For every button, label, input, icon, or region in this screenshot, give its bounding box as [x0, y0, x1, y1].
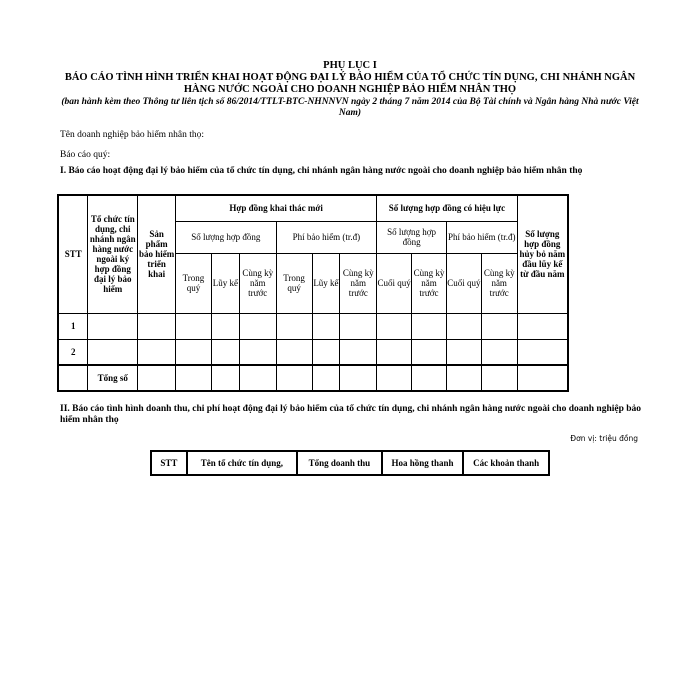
- empty-cell: [276, 313, 312, 339]
- empty-cell: [517, 313, 568, 339]
- empty-cell: [446, 339, 481, 365]
- document-header: [60, 60, 640, 119]
- empty-cell: [412, 313, 447, 339]
- empty-cell: [138, 313, 176, 339]
- empty-cell: [481, 339, 517, 365]
- header-institution-name: Tên tổ chức tín dụng,: [187, 451, 297, 475]
- report-quarter-field: Báo cáo quý:: [60, 150, 111, 160]
- header-payments: Các khoản thanh: [463, 451, 549, 475]
- empty-cell: [377, 313, 412, 339]
- header-new-premium-quarter: Trong quý: [276, 253, 312, 313]
- empty-cell: [239, 365, 276, 391]
- empty-cell: [312, 313, 340, 339]
- agency-activity-table: [57, 194, 569, 392]
- empty-cell: [88, 313, 138, 339]
- row-number: 1: [58, 313, 88, 339]
- issuance-note: (ban hành kèm theo Thông tư liên tịch số 86/2014/TTLT-BTC-NHNNVN ngày 2 tháng 7 năm 2014 của Bộ Tài chính và Ngân hàng Nhà nước Việt Nam): [61, 97, 639, 118]
- table-row: [58, 313, 568, 339]
- empty-cell: [211, 313, 239, 339]
- empty-cell: [481, 313, 517, 339]
- header-commission: Hoa hồng thanh: [382, 451, 464, 475]
- header-stt: STT: [151, 451, 187, 475]
- revenue-cost-table: [150, 450, 550, 476]
- empty-cell: [312, 339, 340, 365]
- empty-cell: [176, 365, 212, 391]
- empty-cell: [138, 365, 176, 391]
- header-stt: STT: [58, 195, 88, 313]
- header-new-premium: Phí bảo hiểm (tr.đ): [276, 221, 377, 253]
- empty-cell: [340, 313, 377, 339]
- header-effective-premium: Phí bảo hiểm (tr.đ): [446, 221, 517, 253]
- empty-cell: [412, 339, 447, 365]
- header-effective-count-end-quarter: Cuối quý: [377, 253, 412, 313]
- header-effective-count-same-period: Cùng kỳ năm trước: [412, 253, 447, 313]
- empty-cell: [138, 339, 176, 365]
- empty-cell: [517, 339, 568, 365]
- header-new-contracts: Hợp đồng khai thác mới: [176, 195, 377, 221]
- header-effective-premium-end-quarter: Cuối quý: [446, 253, 481, 313]
- header-effective-premium-same-period: Cùng kỳ năm trước: [481, 253, 517, 313]
- empty-cell: [312, 365, 340, 391]
- empty-cell: [481, 365, 517, 391]
- total-label: Tổng số: [88, 365, 138, 391]
- empty-cell: [211, 365, 239, 391]
- header-effective-count: Số lượng hợp đồng: [377, 221, 447, 253]
- unit-label: Đơn vị: triệu đồng: [570, 434, 638, 443]
- empty-cell: [239, 313, 276, 339]
- header-new-count: Số lượng hợp đồng: [176, 221, 277, 253]
- empty-cell: [276, 339, 312, 365]
- header-new-count-same-period: Cùng kỳ năm trước: [239, 253, 276, 313]
- appendix-label: PHỤ LỤC I: [323, 60, 377, 71]
- header-new-premium-same-period: Cùng kỳ năm trước: [340, 253, 377, 313]
- header-product: Sản phẩm bảo hiểm triển khai: [138, 195, 176, 313]
- header-new-count-quarter: Trong quý: [176, 253, 212, 313]
- empty-cell: [176, 339, 212, 365]
- header-organization: Tổ chức tín dụng, chi nhánh ngân hàng nước ngoài ký hợp đồng đại lý bảo hiểm: [88, 195, 138, 313]
- empty-cell: [377, 365, 412, 391]
- report-title: BÁO CÁO TÌNH HÌNH TRIỂN KHAI HOẠT ĐỘNG ĐẠI LÝ BẢO HIỂM CỦA TỔ CHỨC TÍN DỤNG, CHI NHÁNH NGÂN HÀNG NƯỚC NGOÀI CHO DOANH NGHIỆP BẢO HIỂM NHÂN THỌ: [64, 72, 636, 95]
- empty-cell: [446, 365, 481, 391]
- header-new-premium-cumulative: Lũy kế: [312, 253, 340, 313]
- header-new-count-cumulative: Lũy kế: [211, 253, 239, 313]
- empty-cell: [377, 339, 412, 365]
- empty-cell: [340, 339, 377, 365]
- empty-cell: [88, 339, 138, 365]
- company-name-field: Tên doanh nghiệp bảo hiểm nhân thọ:: [60, 130, 205, 140]
- header-total-revenue: Tổng doanh thu: [297, 451, 382, 475]
- empty-cell: [517, 365, 568, 391]
- table-row: [58, 339, 568, 365]
- empty-cell: [211, 339, 239, 365]
- empty-cell: [176, 313, 212, 339]
- empty-cell: [412, 365, 447, 391]
- header-cancelled-contracts: Số lượng hợp đồng hủy bỏ năm đầu lũy kế từ đầu năm: [517, 195, 568, 313]
- total-row: [58, 365, 568, 391]
- section-2-heading: II. Báo cáo tình hình doanh thu, chi phí hoạt động đại lý bảo hiểm của tổ chức tín dụng, chi nhánh ngân hàng nước ngoài cho doanh nghiệp bảo hiểm nhân thọ: [60, 404, 642, 425]
- empty-cell: [58, 365, 88, 391]
- header-effective-contracts: Số lượng hợp đồng có hiệu lực: [377, 195, 517, 221]
- empty-cell: [239, 339, 276, 365]
- row-number: 2: [58, 339, 88, 365]
- empty-cell: [276, 365, 312, 391]
- empty-cell: [446, 313, 481, 339]
- section-1-heading: I. Báo cáo hoạt động đại lý bảo hiểm của tổ chức tín dụng, chi nhánh ngân hàng nước ngoài cho doanh nghiệp bảo hiểm nhân thọ: [60, 166, 583, 176]
- empty-cell: [340, 365, 377, 391]
